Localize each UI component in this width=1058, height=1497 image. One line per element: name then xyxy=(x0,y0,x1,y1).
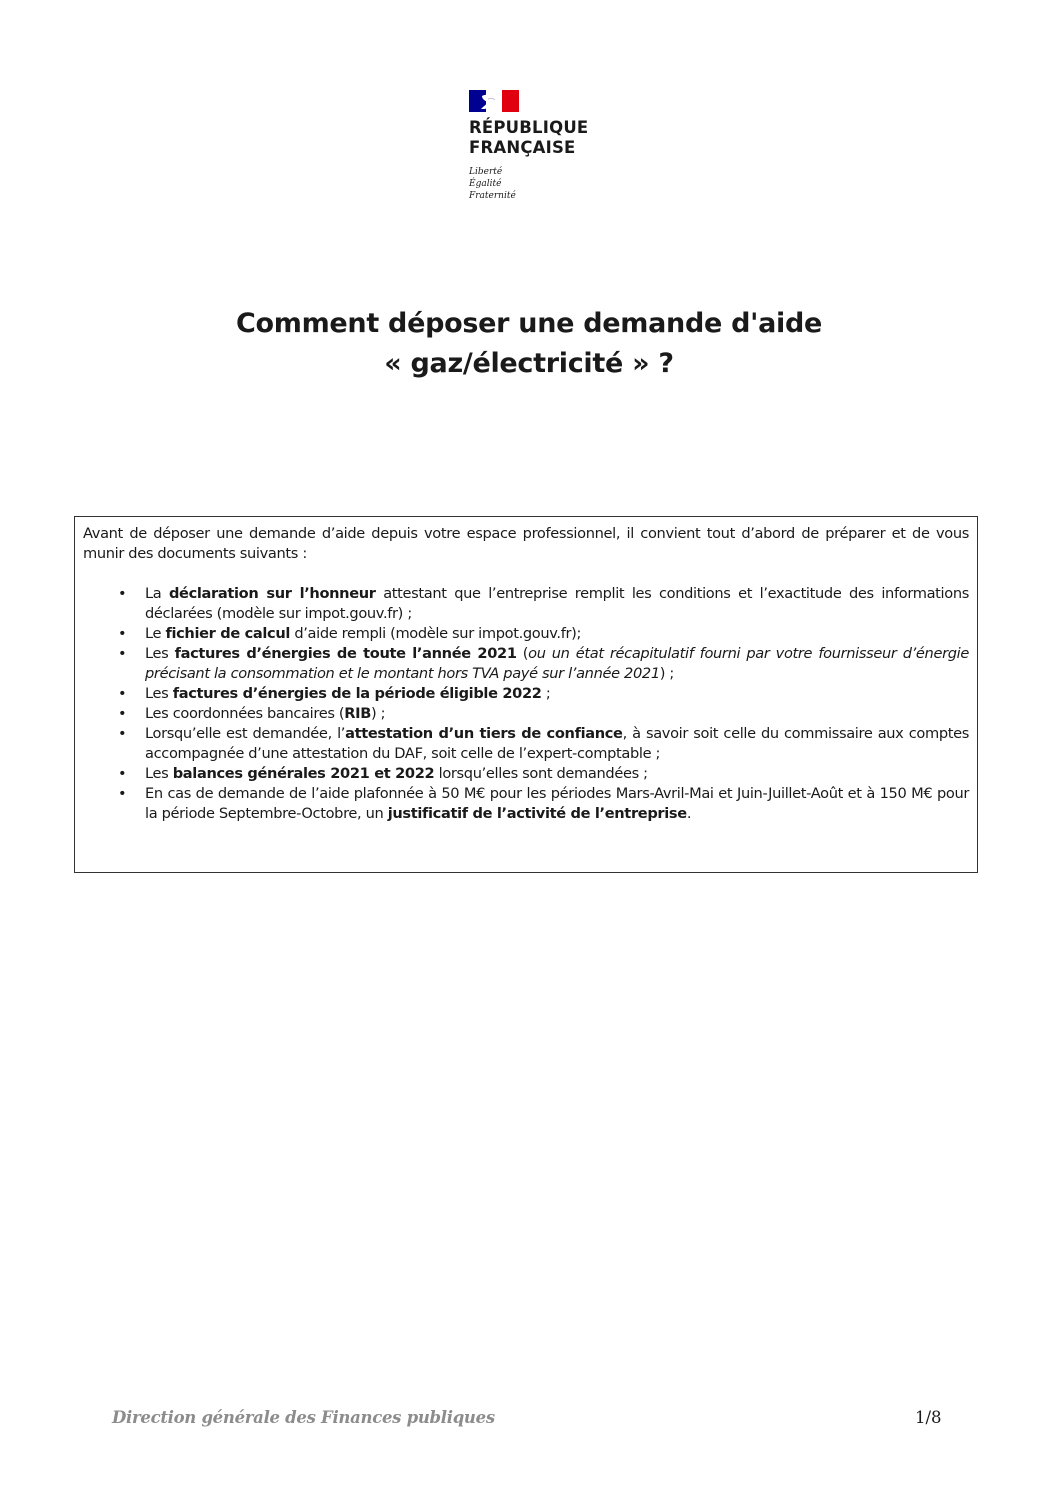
page-number: 1/8 xyxy=(915,1408,942,1427)
list-item-text: Le xyxy=(145,625,166,642)
page-title xyxy=(0,304,1058,384)
page-title-line2: « gaz/électricité » ? xyxy=(384,348,674,379)
list-item-text: justificatif de l’activité de l’entreprise xyxy=(387,805,687,822)
list-item xyxy=(83,584,969,624)
list-item-text: RIB xyxy=(344,705,371,722)
bullet-icon: • xyxy=(118,705,127,722)
list-item-text: . xyxy=(686,805,692,822)
list-item-text: déclaration sur l’honneur xyxy=(168,585,376,602)
list-item-text: Les xyxy=(145,765,173,782)
list-item-text: fichier de calcul xyxy=(165,625,291,642)
list-item-text: factures d’énergies de toute l’année 2021 xyxy=(174,645,517,662)
bullet-icon: • xyxy=(118,765,127,782)
list-item-text: ; xyxy=(541,685,551,702)
bullet-icon: • xyxy=(118,585,127,602)
bullet-icon: • xyxy=(118,785,127,802)
list-item-text: balances générales 2021 et 2022 xyxy=(172,765,435,782)
logo-motto xyxy=(469,166,629,202)
list-item-text: ) ; xyxy=(659,665,674,682)
list-item xyxy=(83,724,969,764)
page-title-line1: Comment déposer une demande d'aide xyxy=(235,308,822,339)
bullet-icon: • xyxy=(118,685,127,702)
motto-egalite: Égalité xyxy=(469,179,502,189)
list-item xyxy=(83,764,969,784)
list-item-text: factures d’énergies de la période éligible 2022 xyxy=(172,685,542,702)
list-item-text: attestation d’un tiers de confiance xyxy=(345,725,623,742)
required-documents-list xyxy=(83,584,969,824)
list-item-text: La xyxy=(145,585,169,602)
documents-checklist-box xyxy=(74,516,978,873)
list-item-text: Les xyxy=(145,645,175,662)
logo-name-line2: FRANÇAISE xyxy=(469,138,576,157)
list-item xyxy=(83,684,969,704)
list-item xyxy=(83,624,969,644)
list-item xyxy=(83,704,969,724)
footer-organization: Direction générale des Finances publiques xyxy=(112,1408,495,1427)
logo-wordmark xyxy=(469,118,629,158)
list-item xyxy=(83,644,969,684)
marianne-flag-icon xyxy=(469,90,519,112)
list-item-text: En cas de demande de l’aide plafonnée à 50 M€ pour les périodes Mars-Avril-Mai et Juin-Juillet-Août et à 150 M€ pour la période Septembre-Octobre, un xyxy=(145,785,969,822)
logo-name-line1: RÉPUBLIQUE xyxy=(469,118,589,137)
motto-liberte: Liberté xyxy=(469,167,503,177)
list-item-text: , à savoir soit celle du commissaire aux comptes accompagnée d’une attestation du DAF, soit celle de l’expert-comptable ; xyxy=(145,725,969,762)
list-item-text: ( xyxy=(516,645,529,662)
republique-francaise-logo xyxy=(469,90,629,202)
bullet-icon: • xyxy=(118,625,127,642)
list-item-text: Les coordonnées bancaires ( xyxy=(145,705,345,722)
list-item-text: attestant que l’entreprise remplit les conditions et l’exactitude des informations déclarées (modèle sur impot.gouv.fr) ; xyxy=(145,585,969,622)
list-item xyxy=(83,784,969,824)
list-item-text: ou un état récapitulatif fourni par votre fournisseur d’énergie précisant la consommation et le montant hors TVA payé sur l’année 2021 xyxy=(145,645,969,682)
bullet-icon: • xyxy=(118,645,127,662)
list-item-text: lorsqu’elles sont demandées ; xyxy=(434,765,648,782)
list-item-text: ) ; xyxy=(370,705,386,722)
motto-fraternite: Fraternité xyxy=(469,191,516,201)
intro-paragraph: Avant de déposer une demande d’aide depuis votre espace professionnel, il convient tout d’abord de préparer et de vous munir des documents suivants : xyxy=(83,525,969,562)
list-item-text: Les xyxy=(145,685,173,702)
bullet-icon: • xyxy=(118,725,127,742)
list-item-text: d’aide rempli (modèle sur impot.gouv.fr); xyxy=(290,625,582,642)
list-item-text: Lorsqu’elle est demandée, l’ xyxy=(145,725,346,742)
